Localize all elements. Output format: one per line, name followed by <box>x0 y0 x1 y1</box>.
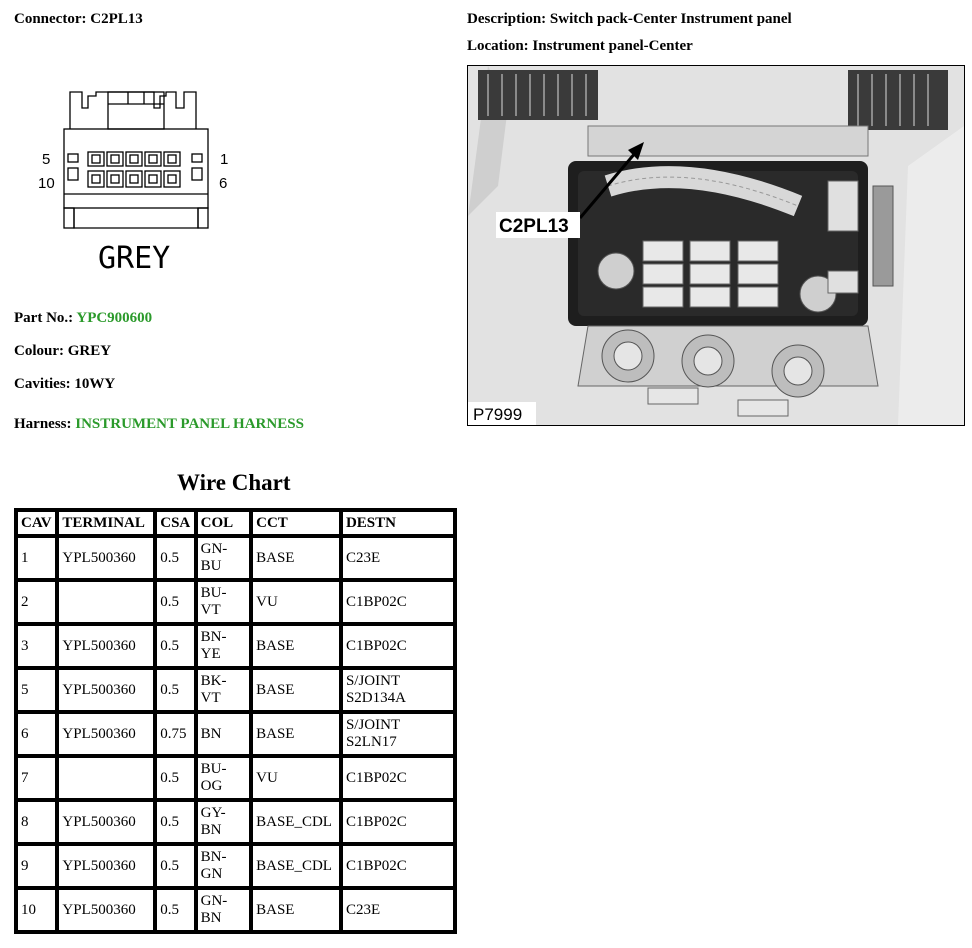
location-label: Location: <box>467 38 529 54</box>
description-field <box>467 11 792 28</box>
harness-label: Harness: <box>14 416 72 432</box>
car-dashboard-photo-illustration <box>468 66 964 425</box>
cell-col: BU-OG <box>196 756 252 800</box>
header-cct: CCT <box>251 510 341 536</box>
header-csa: CSA <box>155 510 195 536</box>
cell-cav: 9 <box>16 844 57 888</box>
wire-chart-header <box>16 510 455 536</box>
cell-terminal: YPL500360 <box>57 888 155 932</box>
connector-face-diagram <box>36 88 236 278</box>
cell-destn: S/JOINT S2D134A <box>341 668 455 712</box>
cell-cct: BASE <box>251 712 341 756</box>
cell-cct: BASE <box>251 888 341 932</box>
cell-col: BN-GN <box>196 844 252 888</box>
cell-csa: 0.5 <box>155 844 195 888</box>
description-value: Switch pack-Center Instrument panel <box>549 11 792 27</box>
cell-cav: 1 <box>16 536 57 580</box>
cell-csa: 0.5 <box>155 888 195 932</box>
colour-field <box>14 343 111 360</box>
cell-terminal <box>57 580 155 624</box>
part-number-field <box>14 310 152 327</box>
wire-chart-title: Wire Chart <box>177 470 291 495</box>
cavities-value: 10WY <box>74 376 116 392</box>
cell-destn: C23E <box>341 536 455 580</box>
harness-value[interactable]: INSTRUMENT PANEL HARNESS <box>75 416 304 432</box>
cell-csa: 0.5 <box>155 536 195 580</box>
header-destn: DESTN <box>341 510 455 536</box>
cell-terminal: YPL500360 <box>57 800 155 844</box>
cell-destn: C1BP02C <box>341 624 455 668</box>
pin-label-5: 5 <box>42 151 51 168</box>
connector-label: Connector: <box>14 11 87 27</box>
cell-col: BN <box>196 712 252 756</box>
cavities-field <box>14 376 115 393</box>
header-cav: CAV <box>16 510 57 536</box>
part-number-value[interactable]: YPC900600 <box>76 310 153 326</box>
wire-chart-body <box>16 536 455 932</box>
cell-terminal: YPL500360 <box>57 536 155 580</box>
colour-caption: GREY <box>98 241 171 276</box>
header-col: COL <box>196 510 252 536</box>
cell-cct: VU <box>251 756 341 800</box>
pin-label-6: 6 <box>219 175 228 192</box>
harness-field <box>14 416 304 433</box>
cell-cav: 5 <box>16 668 57 712</box>
cell-cct: BASE <box>251 536 341 580</box>
colour-value: GREY <box>67 343 112 359</box>
connector-field <box>14 11 143 28</box>
cell-cav: 8 <box>16 800 57 844</box>
cell-csa: 0.5 <box>155 756 195 800</box>
cell-col: GY-BN <box>196 800 252 844</box>
cell-csa: 0.5 <box>155 800 195 844</box>
cell-terminal: YPL500360 <box>57 844 155 888</box>
table-row <box>16 624 455 668</box>
wire-chart-table <box>14 508 457 934</box>
cell-destn: C1BP02C <box>341 756 455 800</box>
location-value: Instrument panel-Center <box>532 38 693 54</box>
cell-csa: 0.75 <box>155 712 195 756</box>
cell-col: GN-BN <box>196 888 252 932</box>
table-row <box>16 800 455 844</box>
table-row <box>16 580 455 624</box>
cell-cav: 3 <box>16 624 57 668</box>
cell-cct: BASE_CDL <box>251 844 341 888</box>
part-number-label: Part No.: <box>14 310 74 326</box>
cell-cct: BASE_CDL <box>251 800 341 844</box>
cell-csa: 0.5 <box>155 624 195 668</box>
location-photo <box>467 65 965 426</box>
connector-value: C2PL13 <box>90 11 143 27</box>
pin-label-10: 10 <box>38 175 55 192</box>
header-terminal: TERMINAL <box>57 510 155 536</box>
colour-label: Colour: <box>14 343 64 359</box>
cell-destn: C1BP02C <box>341 844 455 888</box>
photo-callout-label: C2PL13 <box>499 216 569 237</box>
cell-col: BN-YE <box>196 624 252 668</box>
cell-cav: 10 <box>16 888 57 932</box>
cell-destn: C1BP02C <box>341 800 455 844</box>
cell-cct: BASE <box>251 624 341 668</box>
cell-col: BK-VT <box>196 668 252 712</box>
cavities-label: Cavities: <box>14 376 71 392</box>
description-label: Description: <box>467 11 547 27</box>
cell-destn: S/JOINT S2LN17 <box>341 712 455 756</box>
photo-reference: P7999 <box>473 405 523 424</box>
table-row <box>16 712 455 756</box>
cell-terminal: YPL500360 <box>57 668 155 712</box>
cell-cav: 2 <box>16 580 57 624</box>
table-row <box>16 756 455 800</box>
table-row <box>16 888 455 932</box>
cell-csa: 0.5 <box>155 580 195 624</box>
cell-cct: BASE <box>251 668 341 712</box>
cell-cav: 6 <box>16 712 57 756</box>
cell-destn: C1BP02C <box>341 580 455 624</box>
cell-terminal: YPL500360 <box>57 624 155 668</box>
pin-label-1: 1 <box>220 151 229 168</box>
table-row <box>16 536 455 580</box>
cell-csa: 0.5 <box>155 668 195 712</box>
cell-cct: VU <box>251 580 341 624</box>
cell-terminal <box>57 756 155 800</box>
table-row <box>16 668 455 712</box>
table-row <box>16 844 455 888</box>
cell-destn: C23E <box>341 888 455 932</box>
cell-col: GN-BU <box>196 536 252 580</box>
cell-col: BU-VT <box>196 580 252 624</box>
cell-cav: 7 <box>16 756 57 800</box>
cell-terminal: YPL500360 <box>57 712 155 756</box>
connector-outline <box>64 92 208 228</box>
location-field <box>467 38 693 55</box>
